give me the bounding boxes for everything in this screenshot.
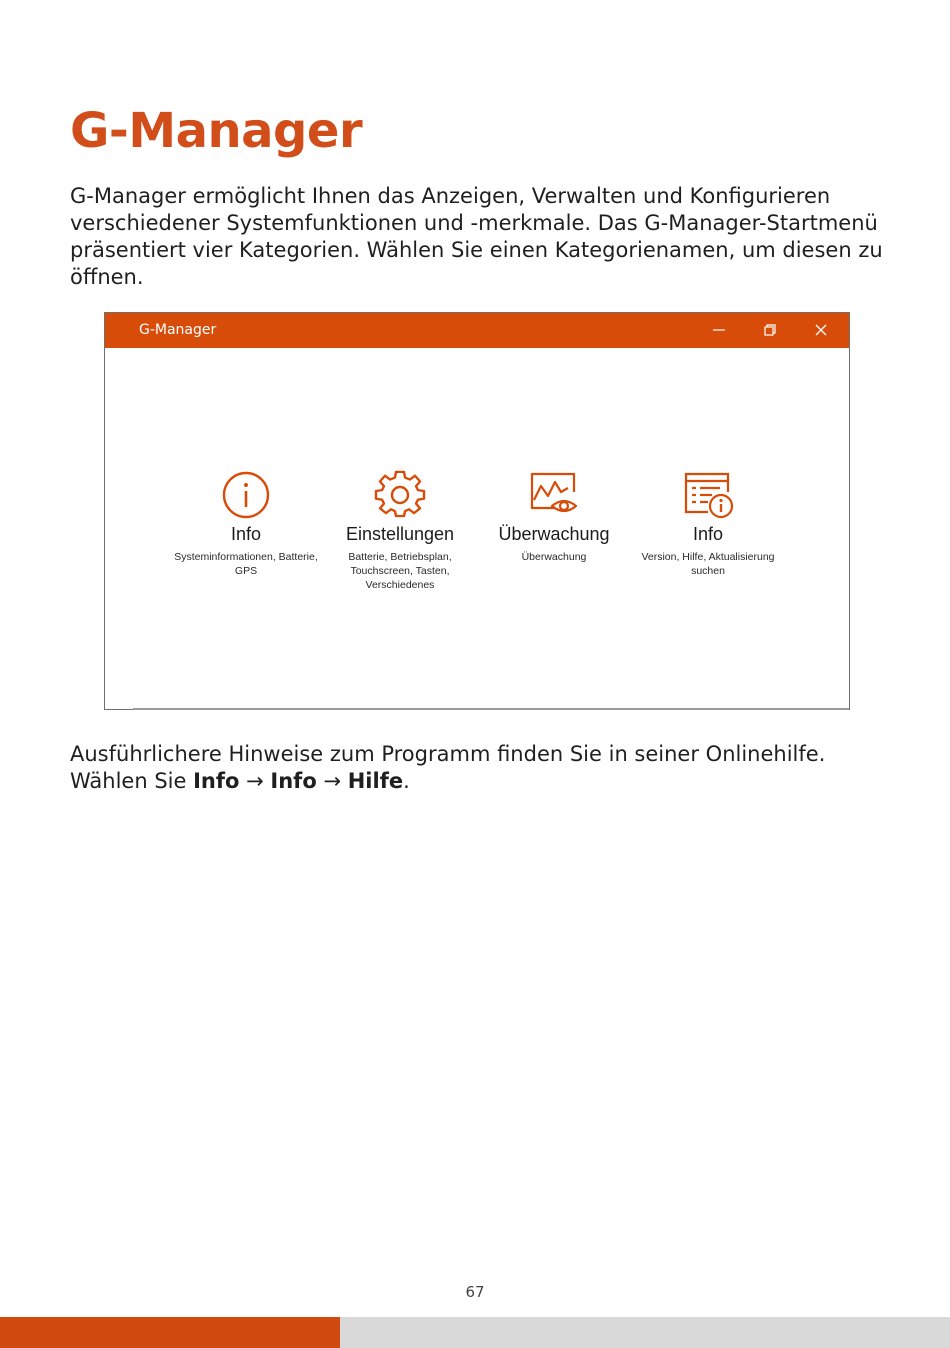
- footer-accent-bar: [0, 1317, 340, 1348]
- page-number: 67: [465, 1283, 485, 1301]
- tile-info-version[interactable]: [631, 470, 785, 578]
- page-title: G-Manager: [70, 103, 363, 159]
- tile-description: Systeminformationen, Batterie, GPS: [174, 551, 318, 577]
- help-paragraph: [70, 741, 910, 795]
- tile-monitoring[interactable]: [477, 470, 631, 564]
- minimize-icon: [709, 320, 729, 340]
- tile-label: Einstellungen: [345, 524, 455, 544]
- minimize-button[interactable]: [709, 320, 729, 340]
- tile-label: Info: [230, 524, 262, 544]
- help-path-step-1: Info: [193, 769, 240, 793]
- info-circle-icon: [220, 470, 272, 520]
- window-title: G-Manager: [139, 322, 217, 338]
- g-manager-window: [104, 312, 850, 710]
- intro-paragraph: G-Manager ermöglicht Ihnen das Anzeigen, Verwalten und Konfigurieren verschiedener Systemfunktionen und -merkmale. Das G-Manager-Startmenü präsentiert vier Kategorien. Wählen Sie einen Kategorienamen, um diesen zu öffnen.: [70, 184, 883, 289]
- help-path-step-3: Hilfe: [347, 769, 404, 793]
- help-suffix: .: [403, 769, 410, 793]
- tile-description: Überwachung: [521, 551, 587, 563]
- arrow-right-icon: →: [323, 769, 342, 793]
- close-button[interactable]: [811, 320, 831, 340]
- tile-label: Überwachung: [498, 524, 610, 544]
- window-bottom-border: [133, 708, 849, 710]
- help-line-1: Ausführlichere Hinweise zum Programm finden Sie in seiner Onlinehilfe.: [70, 742, 826, 766]
- window-titlebar[interactable]: [105, 313, 849, 348]
- tile-label: Info: [692, 524, 724, 544]
- arrow-right-icon: →: [246, 769, 264, 793]
- monitor-eye-icon: [528, 470, 580, 520]
- tile-info-system[interactable]: [169, 470, 323, 578]
- help-prefix: Wählen Sie: [70, 769, 194, 793]
- restore-button[interactable]: [760, 320, 780, 340]
- restore-icon: [760, 320, 780, 340]
- footer-gray-bar: [340, 1317, 950, 1348]
- close-icon: [811, 320, 831, 340]
- tile-description: Batterie, Betriebsplan, Touchscreen, Tasten, Verschiedenes: [348, 551, 452, 591]
- tile-settings[interactable]: [323, 470, 477, 592]
- document-info-icon: [682, 470, 734, 520]
- gear-icon: [374, 470, 426, 520]
- help-path-step-2: Info: [270, 769, 317, 793]
- tile-description: Version, Hilfe, Aktualisierung suchen: [641, 551, 775, 577]
